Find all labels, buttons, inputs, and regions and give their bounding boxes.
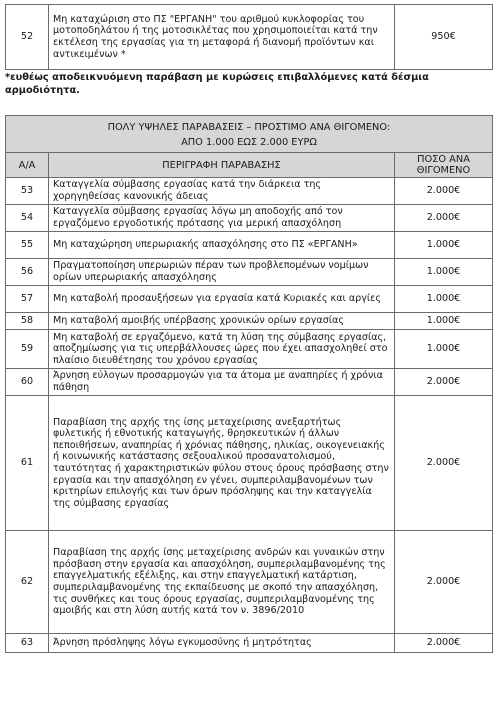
row-number: 61 <box>6 396 49 531</box>
header-amount: ΠΟΣΟ ΑΝΑ ΘΙΓΟΜΕΝΟ <box>395 153 493 178</box>
row-number: 56 <box>6 259 49 286</box>
fine-amount: 950€ <box>395 5 493 70</box>
very-high-violations-table <box>5 115 493 653</box>
violation-description: Πραγματοποίηση υπερωριών πέραν των προβλεπομένων νομίμων ορίων υπερωριακής απασχόλησης <box>49 259 395 286</box>
fine-amount: 2.000€ <box>395 634 493 653</box>
fine-amount: 1.000€ <box>395 330 493 369</box>
header-description: ΠΕΡΙΓΡΑΦΗ ΠΑΡΑΒΑΣΗΣ <box>49 153 395 178</box>
violation-description: Άρνηση πρόσληψης λόγω εγκυμοσύνης ή μητρότητας <box>49 634 395 653</box>
table-row <box>6 5 493 70</box>
violation-description: Μη καταχώρηση υπερωριακής απασχόλησης στο ΠΣ «ΕΡΓΑΝΗ» <box>49 232 395 259</box>
violation-description: Παραβίαση της αρχής της ίσης μεταχείρισης ανεξαρτήτως φυλετικής ή εθνοτικής καταγωγής, θρησκευτικών ή άλλων πεποιθήσεων, αναπηρίας ή χρόνιας πάθησης, ηλικίας, οικογενειακής ή κοινωνικής κατάστασης σεξουαλικού προσανατολισμού, ταυτότητας ή χαρακτηριστικών φύλου στους όρους πρόσβασης στην εργασία και την απασχόληση εν γένει, συμπεριλαμβανομένων των κριτηρίων επιλογής και των όρων πρόσληψης και την καταγγελία της σύμβασης εργασίας <box>49 396 395 531</box>
table-row <box>6 178 493 205</box>
violation-description: Μη καταβολή αμοιβής υπέρβασης χρονικών ορίων εργασίας <box>49 313 395 330</box>
row-number: 60 <box>6 369 49 396</box>
table-row <box>6 313 493 330</box>
section-title <box>6 116 493 153</box>
fine-amount: 2.000€ <box>395 205 493 232</box>
table-row <box>6 259 493 286</box>
fine-amount: 1.000€ <box>395 286 493 313</box>
row-number: 52 <box>6 5 49 70</box>
fine-amount: 2.000€ <box>395 531 493 634</box>
section-title-row <box>6 116 493 153</box>
footnote: *ευθέως αποδεικνυόμενη παράβαση με κυρώσεις επιβαλλόμενες κατά δέσμια αρμοδιότητα. <box>5 72 429 96</box>
violation-description: Μη καταβολή προσαυξήσεων για εργασία κατά Κυριακές και αργίες <box>49 286 395 313</box>
row-number: 59 <box>6 330 49 369</box>
table-row <box>6 531 493 634</box>
violation-description: Μη καταβολή σε εργαζόμενο, κατά τη λύση της σύμβασης εργασίας, αποζημίωσης για τις υπερβάλλουσες ώρες που έχει απασχοληθεί στο πλαίσιο διευθέτησης του χρόνου εργασίας <box>49 330 395 369</box>
violation-description: Άρνηση εύλογων προσαρμογών για τα άτομα με αναπηρίες ή χρόνια πάθηση <box>49 369 395 396</box>
table-row <box>6 205 493 232</box>
section-title-line1: ΠΟΛΥ ΥΨΗΛΕΣ ΠΑΡΑΒΑΣΕΙΣ – ΠΡΟΣΤΙΜΟ ΑΝΑ ΘΙΓΟΜΕΝΟ: <box>107 122 391 133</box>
row-number: 63 <box>6 634 49 653</box>
previous-violations-table <box>5 4 493 70</box>
table-row <box>6 634 493 653</box>
fine-amount: 1.000€ <box>395 313 493 330</box>
row-number: 57 <box>6 286 49 313</box>
row-number: 53 <box>6 178 49 205</box>
violation-description: Καταγγελία σύμβασης εργασίας κατά την διάρκεια της χορηγηθείσας κανονικής άδειας <box>49 178 395 205</box>
header-number: Α/Α <box>6 153 49 178</box>
table-row <box>6 232 493 259</box>
fine-amount: 1.000€ <box>395 259 493 286</box>
table-row <box>6 286 493 313</box>
table-row <box>6 369 493 396</box>
fine-amount: 2.000€ <box>395 369 493 396</box>
violation-description: Καταγγελία σύμβασης εργασίας λόγω μη αποδοχής από τον εργαζόμενο εργοδοτικής πρότασης για μερική απασχόληση <box>49 205 395 232</box>
row-number: 55 <box>6 232 49 259</box>
fine-amount: 1.000€ <box>395 232 493 259</box>
table-row <box>6 396 493 531</box>
row-number: 58 <box>6 313 49 330</box>
section-title-line2: ΑΠΟ 1.000 ΕΩΣ 2.000 ΕΥΡΩ <box>181 137 317 148</box>
table-row <box>6 330 493 369</box>
fine-amount: 2.000€ <box>395 178 493 205</box>
column-header-row <box>6 153 493 178</box>
violation-description: Παραβίαση της αρχής ίσης μεταχείρισης ανδρών και γυναικών στην πρόσβαση στην εργασία και απασχόληση, συμπεριλαμβανομένης της επαγγελματικής εξέλιξης, και στην επαγγελματική κατάρτιση, συμπεριλαμβανομένης της εκπαίδευσης με σκοπό την απασχόληση, τις συνθήκες και τους όρους εργασίας, συμπεριλαμβανομένης της αμοιβής και στη λύση αυτής κατά τον ν. 3896/2010 <box>49 531 395 634</box>
row-number: 54 <box>6 205 49 232</box>
row-number: 62 <box>6 531 49 634</box>
fine-amount: 2.000€ <box>395 396 493 531</box>
violation-description: Μη καταχώριση στο ΠΣ "ΕΡΓΑΝΗ" του αριθμού κυκλοφορίας του μοτοποδηλάτου ή της μοτοσικλέτας που χρησιμοποιείται κατά την εκτέλεση της εργασίας για τη μεταφορά ή διανομή προϊόντων και αντικειμένων * <box>49 5 395 70</box>
